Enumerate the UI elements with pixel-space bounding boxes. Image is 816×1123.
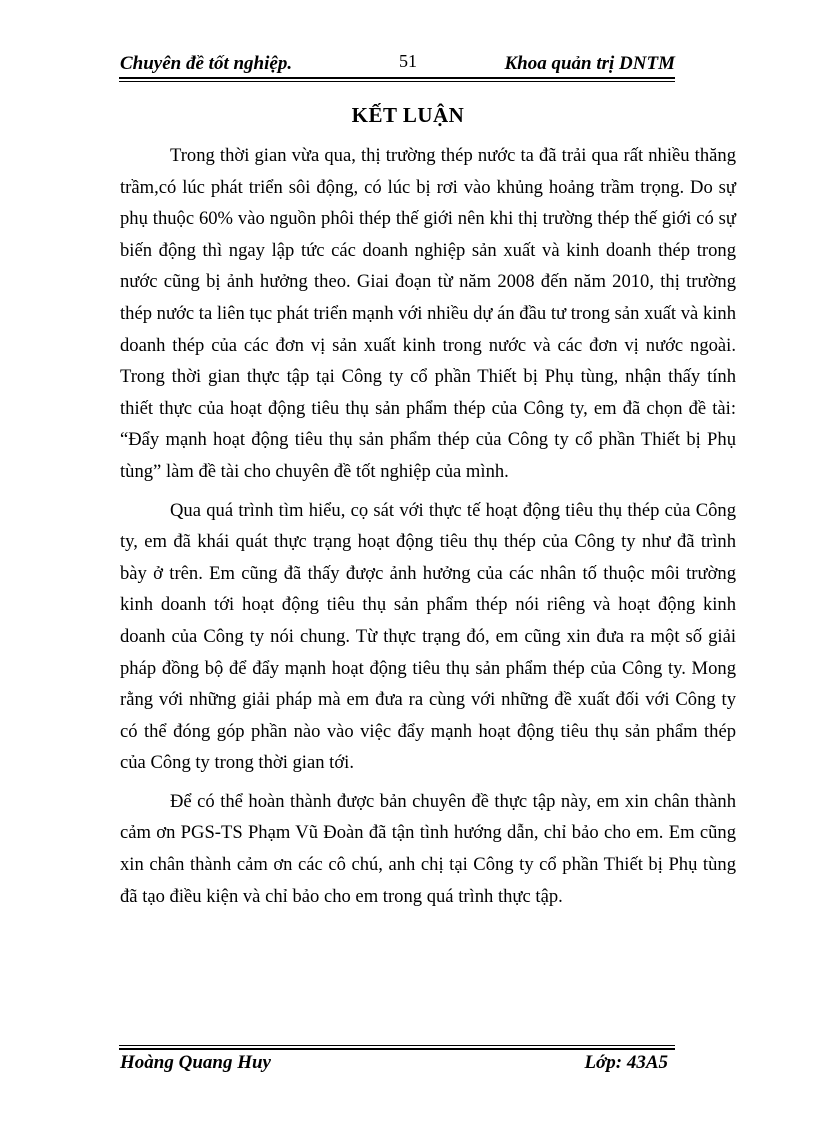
page-footer <box>120 1052 668 1080</box>
page-title: KẾT LUẬN <box>351 103 465 127</box>
paragraph-1: Trong thời gian vừa qua, thị trường thép nước ta đã trải qua rất nhiều thăng trầm,có lúc phát triển sôi động, có lúc bị rơi vào khủng hoảng trầm trọng. Do sự phụ thuộc 60% vào nguồn phôi thép thế giới nên khi thị trường thép thế giới có sự biến động thì ngay lập tức các doanh nghiệp sản xuất và kinh doanh thép trong nước cũng bị ảnh hưởng theo. Giai đoạn từ năm 2008 đến năm 2010, thị trường thép nước ta liên tục phát triển mạnh với nhiều dự án đầu tư trong sản xuất và kinh doanh thép của các đơn vị sản xuất kinh trong nước và các đơn vị nước ngoài. Trong thời gian thực tập tại Công ty cổ phần Thiết bị Phụ tùng, nhận thấy tính thiết thực của hoạt động tiêu thụ sản phẩm thép của Công ty, em đã chọn đề tài: “Đẩy mạnh hoạt động tiêu thụ sản phẩm thép của Công ty cổ phần Thiết bị Phụ tùng” làm đề tài cho chuyên đề tốt nghiệp của mình. <box>120 145 736 482</box>
footer-author: Hoàng Quang Huy <box>120 1052 271 1073</box>
header-divider <box>119 77 675 79</box>
header-faculty: Khoa quản trị DNTM <box>504 53 675 74</box>
page-header <box>120 50 675 78</box>
paragraph-3: Để có thể hoàn thành được bản chuyên đề thực tập này, em xin chân thành cảm ơn PGS-TS Phạm Vũ Đoàn đã tận tình hướng dẫn, chỉ bảo cho em. Em cũng xin chân thành cảm ơn các cô chú, anh chị tại Công ty cổ phần Thiết bị Phụ tùng đã tạo điều kiện và chỉ bảo cho em trong quá trình thực tập. <box>120 790 736 907</box>
header-divider-thin <box>119 81 675 82</box>
paragraph-2: Qua quá trình tìm hiểu, cọ sát với thực tế hoạt động tiêu thụ thép của Công ty, em đã khái quát thực trạng hoạt động tiêu thụ thép của Công ty như đã trình bày ở trên. Em cũng đã thấy được ảnh hưởng của các nhân tố thuộc môi trường kinh doanh tới hoạt động tiêu thụ sản phẩm thép nói riêng và hoạt động kinh doanh của Công ty nói chung. Từ thực trạng đó, em cũng xin đưa ra một số giải pháp đồng bộ để đẩy mạnh hoạt động tiêu thụ sản phẩm thép của Công ty. Mong rằng với những giải pháp mà em đưa ra cùng với những đề xuất đối với Công ty có thể đóng góp phần nào vào việc đẩy mạnh hoạt động tiêu thụ sản phẩm thép của Công ty trong thời gian tới. <box>120 499 736 774</box>
footer-divider-thin <box>119 1045 675 1046</box>
page-number: 51 <box>399 51 417 71</box>
header-thesis-title: Chuyên đề tốt nghiệp. <box>120 53 293 74</box>
conclusion-body <box>120 140 736 919</box>
footer-class: Lớp: 43A5 <box>584 1052 668 1073</box>
footer-divider <box>119 1048 675 1050</box>
